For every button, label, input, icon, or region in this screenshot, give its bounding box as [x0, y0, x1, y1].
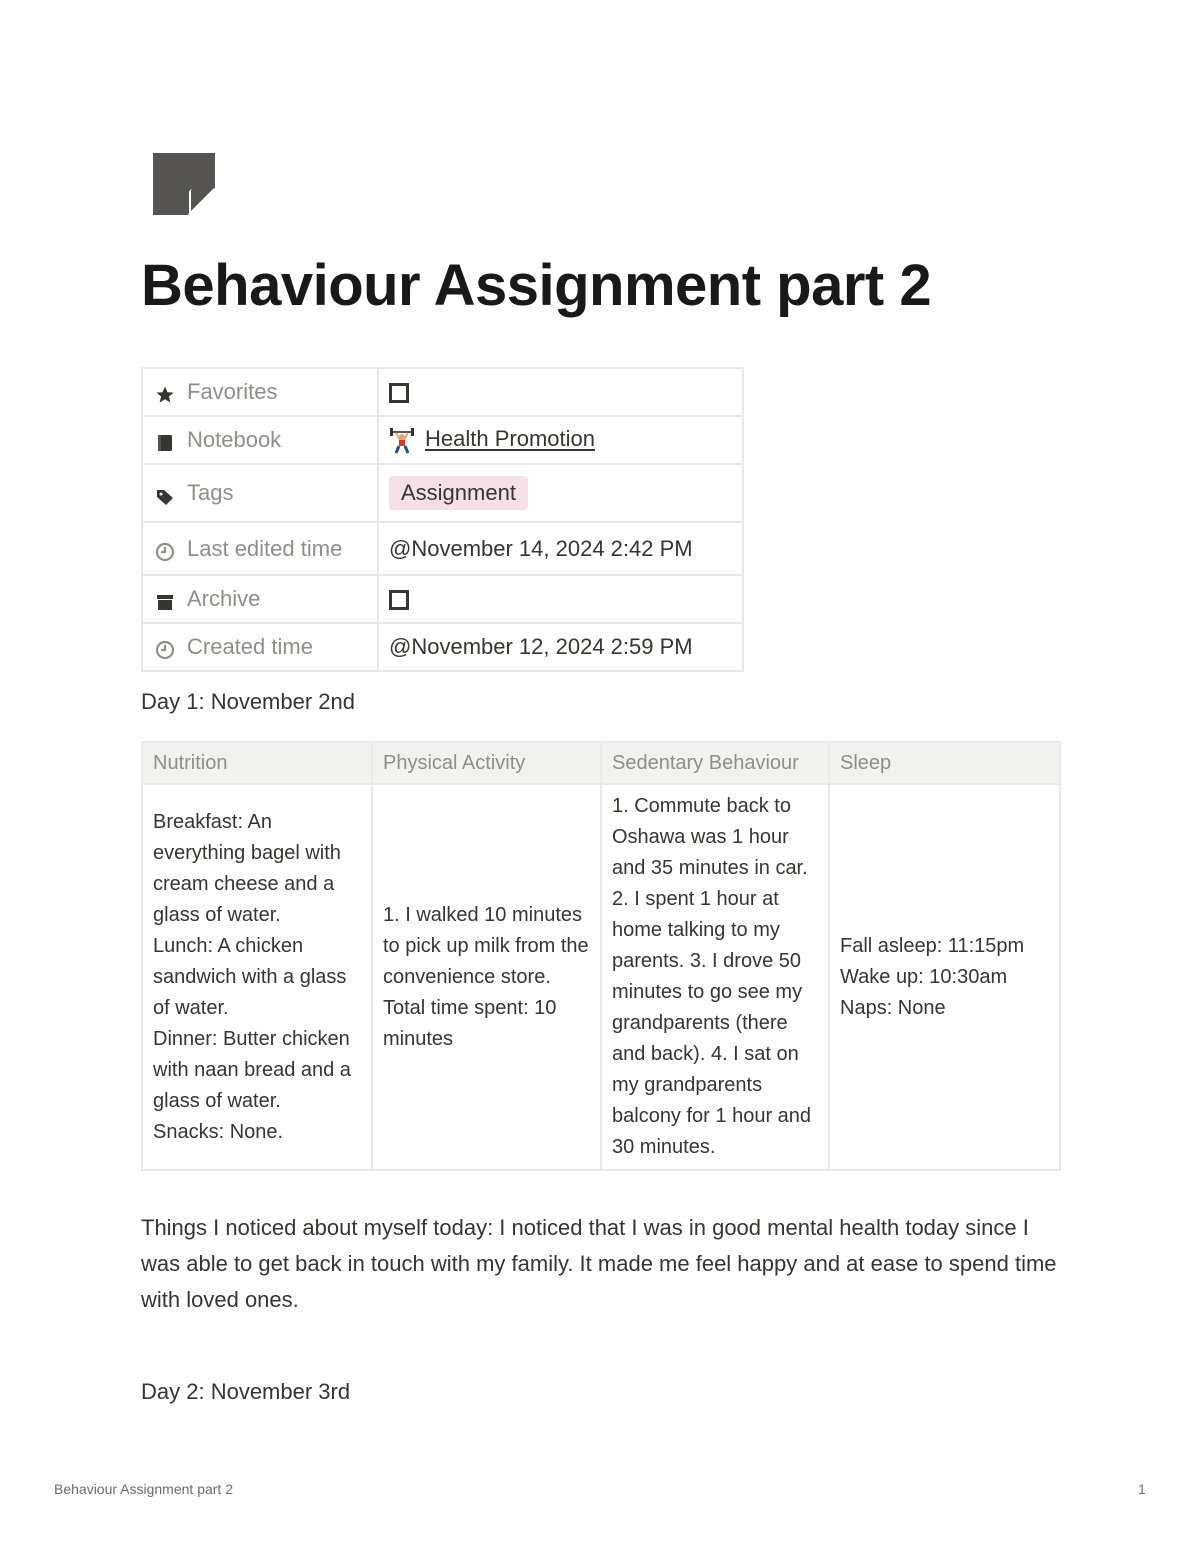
archive-icon [155, 592, 175, 612]
property-tags [142, 464, 743, 522]
tag-icon [155, 486, 175, 506]
property-key [142, 464, 378, 522]
property-created [142, 623, 743, 671]
property-label: Archive [187, 586, 261, 611]
clock-icon [155, 640, 175, 660]
star-icon [155, 385, 175, 405]
page-document-icon [153, 153, 215, 215]
day-1-notes: Things I noticed about myself today: I noticed that I was in good mental health today since I was able to get back in touch with my family. It made me feel happy and at ease to spend time with loved ones. [141, 1215, 1057, 1312]
cell-physical-activity: 1. I walked 10 minutes to pick up milk from the convenience store. Total time spent: 10 minutes [372, 784, 601, 1170]
day-2-heading: Day 2: November 3rd [141, 1379, 351, 1404]
property-value: @November 12, 2024 2:59 PM [378, 623, 743, 671]
property-key [142, 623, 378, 671]
column-header-sedentary-behaviour: Sedentary Behaviour [601, 742, 829, 784]
property-value [378, 464, 743, 522]
cell-sleep: Fall asleep: 11:15pm Wake up: 10:30am Naps: None [829, 784, 1060, 1170]
property-key [142, 368, 378, 416]
notebook-link[interactable]: Health Promotion [425, 426, 595, 452]
property-key [142, 416, 378, 464]
property-key [142, 522, 378, 575]
property-value[interactable] [378, 575, 743, 623]
property-label: Notebook [187, 427, 282, 452]
property-notebook [142, 416, 743, 464]
property-archive [142, 575, 743, 623]
footer-page-number: 1 [1138, 1481, 1146, 1497]
day-1-heading: Day 1: November 2nd [141, 689, 355, 714]
cell-nutrition: Breakfast: An everything bagel with cream cheese and a glass of water. Lunch: A chicken sandwich with a glass of water. Dinner: Butter chicken with naan bread and a glass of water. Snacks: None. [142, 784, 372, 1170]
column-header-sleep: Sleep [829, 742, 1060, 784]
table-header-row [142, 742, 1060, 784]
property-value [378, 416, 743, 464]
property-value[interactable] [378, 368, 743, 416]
day-1-log-table [141, 741, 1061, 1171]
property-key [142, 575, 378, 623]
property-label: Created time [187, 634, 313, 659]
weightlifter-emoji-icon [389, 428, 415, 454]
properties-table [141, 367, 744, 672]
favorites-checkbox[interactable] [389, 383, 409, 403]
clock-icon [155, 542, 175, 562]
column-header-nutrition: Nutrition [142, 742, 372, 784]
property-value: @November 14, 2024 2:42 PM [378, 522, 743, 575]
property-last-edited [142, 522, 743, 575]
property-label: Favorites [187, 379, 278, 404]
table-row [142, 784, 1060, 1170]
footer-title: Behaviour Assignment part 2 [54, 1481, 233, 1497]
property-label: Last edited time [187, 535, 343, 561]
property-favorites [142, 368, 743, 416]
property-label: Tags [187, 480, 234, 505]
notebook-icon [155, 433, 175, 453]
cell-sedentary-behaviour: 1. Commute back to Oshawa was 1 hour and 35 minutes in car. 2. I spent 1 hour at home talking to my parents. 3. I drove 50 minutes to go see my grandparents (there and back). 4. I sat on my grandparents balcony for 1 hour and 30 minutes. [601, 784, 829, 1170]
column-header-physical-activity: Physical Activity [372, 742, 601, 784]
page-title: Behaviour Assignment part 2 [141, 253, 932, 318]
tag-badge[interactable]: Assignment [389, 476, 528, 510]
archive-checkbox[interactable] [389, 590, 409, 610]
